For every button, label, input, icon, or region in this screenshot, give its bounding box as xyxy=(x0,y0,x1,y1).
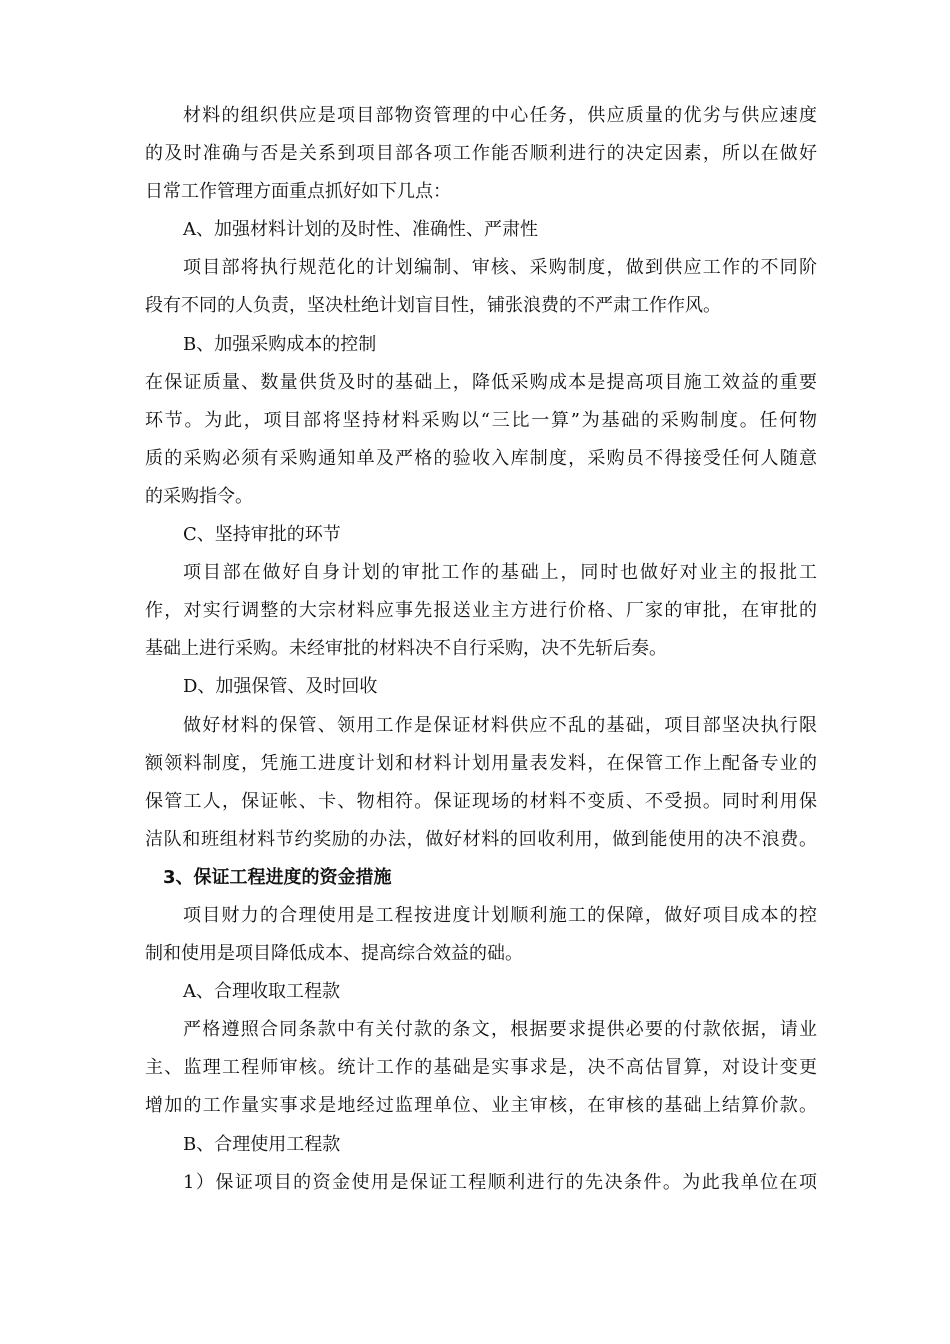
subheading-b-purchase-cost: B、加强采购成本的控制 xyxy=(183,333,377,355)
body-text-line: 保管工人，保证帐、卡、物相符。保证现场的材料不变质、不受损。同时利用保 xyxy=(145,790,817,812)
body-text-line: 1）保证项目的资金使用是保证工程顺利进行的先决条件。为此我单位在项 xyxy=(183,1171,817,1193)
body-text-line: 在保证质量、数量供货及时的基础上，降低采购成本是提高项目施工效益的重要 xyxy=(145,371,817,393)
section-heading-3: 3、保证工程进度的资金措施 xyxy=(163,866,392,888)
body-text-line: 日常工作管理方面重点抓好如下几点： xyxy=(145,181,451,203)
body-text-line: 基础上进行采购。未经审批的材料决不自行采购，决不先斩后奏。 xyxy=(145,638,667,660)
body-text-line: 制和使用是项目降低成本、提高综合效益的础。 xyxy=(145,943,523,965)
body-text-line: 项目部将执行规范化的计划编制、审核、采购制度，做到供应工作的不同阶 xyxy=(183,257,817,279)
body-text-line: 段有不同的人负责，坚决杜绝计划盲目性，铺张浪费的不严肃工作作风。 xyxy=(145,295,721,317)
subheading-b-payment-use: B、合理使用工程款 xyxy=(183,1133,341,1155)
body-text-line: 的采购指令。 xyxy=(145,485,253,507)
subheading-c-approval: C、坚持审批的环节 xyxy=(183,524,341,546)
body-text-line: 严格遵照合同条款中有关付款的条文，根据要求提供必要的付款依据，请业 xyxy=(183,1019,817,1041)
body-text-line: 质的采购必须有采购通知单及严格的验收入库制度，采购员不得接受任何人随意 xyxy=(145,447,817,469)
subheading-a-payment-collection: A、合理收取工程款 xyxy=(183,981,340,1003)
body-text-line: 做好材料的保管、领用工作是保证材料供应不乱的基础，项目部坚决执行限 xyxy=(183,714,817,736)
body-text-line: 主、监理工程师审核。统计工作的基础是实事求是，决不高估冒算，对设计变更 xyxy=(145,1057,817,1079)
body-text-line: 作，对实行调整的大宗材料应事先报送业主方进行价格、厂家的审批，在审批的 xyxy=(145,600,817,622)
body-text-line: 的及时准确与否是关系到项目部各项工作能否顺利进行的决定因素，所以在做好 xyxy=(145,143,817,165)
body-text-line: 环节。为此，项目部将坚持材料采购以“三比一算”为基础的采购制度。任何物 xyxy=(145,409,817,431)
body-text-line: 增加的工作量实事求是地经过监理单位、业主审核，在审核的基础上结算价款。 xyxy=(145,1095,817,1117)
subheading-d-storage: D、加强保管、及时回收 xyxy=(183,676,378,698)
body-text-line: 额领料制度，凭施工进度计划和材料计划用量表发料，在保管工作上配备专业的 xyxy=(145,752,817,774)
body-text-line: 项目财力的合理使用是工程按进度计划顺利施工的保障，做好项目成本的控 xyxy=(183,904,817,926)
body-text-line: 洁队和班组材料节约奖励的办法，做好材料的回收利用，做到能使用的决不浪费。 xyxy=(145,828,817,850)
document-page xyxy=(145,97,817,1202)
subheading-a-material-plan: A、加强材料计划的及时性、准确性、严肃性 xyxy=(183,219,538,241)
body-text-line: 项目部在做好自身计划的审批工作的基础上，同时也做好对业主的报批工 xyxy=(183,562,817,584)
body-text-line: 材料的组织供应是项目部物资管理的中心任务，供应质量的优劣与供应速度 xyxy=(183,105,817,126)
